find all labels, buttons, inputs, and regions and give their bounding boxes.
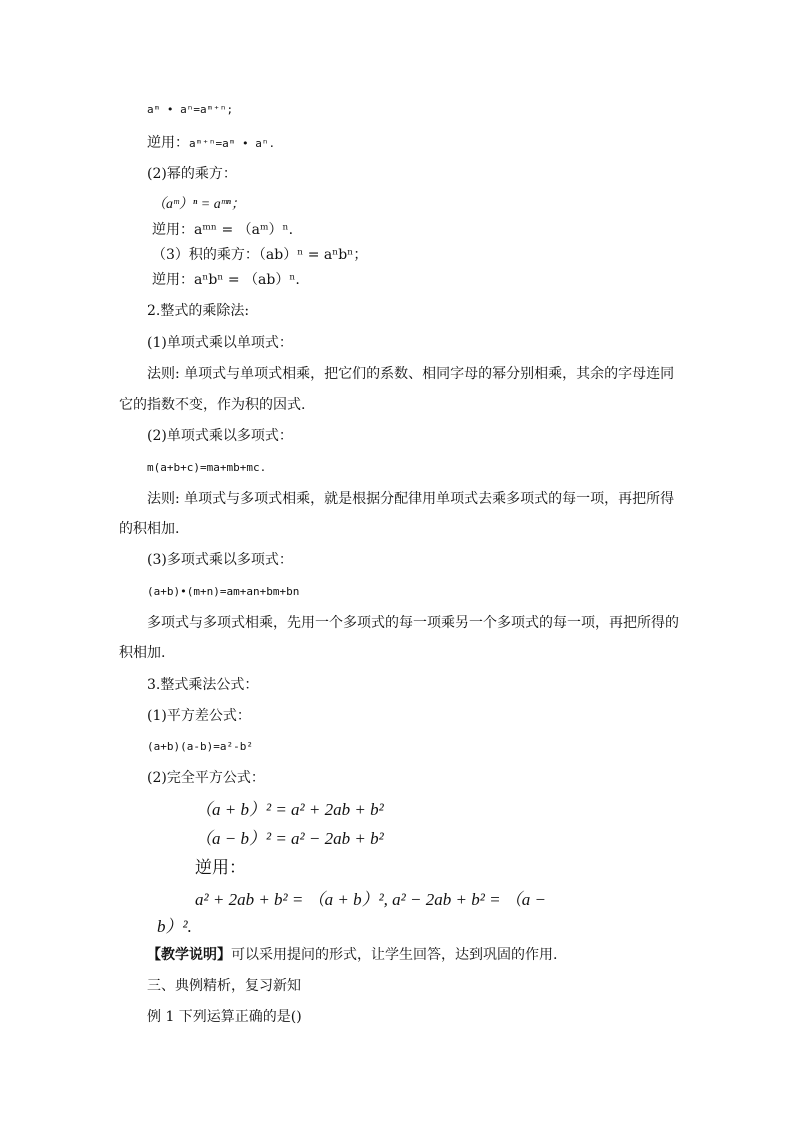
formula-perfect-square-plus: （a + b）² = a² + 2ab + b² xyxy=(195,800,384,819)
rule-monomial-by-monomial: 法则: 单项式与单项式相乘，把它们的系数、相同字母的幂分别相乘，其余的字母连同 xyxy=(147,366,675,382)
teaching-note xyxy=(147,948,557,962)
rule-polynomial-by-polynomial: 多项式与多项式相乘，先用一个多项式的每一项乘另一个多项式的每一项，再把所得的 xyxy=(147,615,679,631)
power-of-product-rule: （3）积的乘方：（ab）ⁿ = aⁿbⁿ； xyxy=(152,247,368,263)
inverse-power-product-rule xyxy=(147,136,275,150)
heading-perfect-square: (2)完全平方公式： xyxy=(147,770,265,786)
inverse-label-perfect-square: 逆用： xyxy=(195,858,246,878)
inverse-power-of-product-rule: 逆用：aⁿbⁿ = （ab）ⁿ. xyxy=(152,272,300,288)
formula-polynomial-by-polynomial: (a+b)•(m+n)=am+an+bm+bn xyxy=(147,585,300,598)
rule-monomial-by-monomial-cont: 它的指数不变，作为积的因式. xyxy=(119,397,306,413)
heading-monomial-by-polynomial: (2)单项式乘以多项式： xyxy=(147,428,293,444)
rule-monomial-by-polynomial: 法则: 单项式与多项式相乘，就是根据分配律用单项式去乘多项式的每一项，再把所得 xyxy=(147,491,675,507)
formula-perfect-square-inverse-cont: b）². xyxy=(157,917,192,936)
section-heading-examples: 三、典例精析，复习新知 xyxy=(147,978,301,994)
formula-perfect-square-inverse: a² + 2ab + b² = （a + b）², a² − 2ab + b² = （a − xyxy=(195,890,547,909)
inverse-label: 逆用： xyxy=(147,135,189,151)
formula-monomial-by-polynomial: m(a+b+c)=ma+mb+mc. xyxy=(147,461,267,474)
power-of-power-rule: （aᵐ）ⁿ = aᵐⁿ； xyxy=(152,197,245,212)
inverse-formula: aᵐ⁺ⁿ=aᵐ • aⁿ. xyxy=(189,137,276,150)
heading-polynomial-by-polynomial: (3)多项式乘以多项式： xyxy=(147,552,293,568)
heading-monomial-by-monomial: (1)单项式乘以单项式： xyxy=(147,335,293,351)
heading-power-of-power: (2)幂的乘方： xyxy=(147,166,237,182)
heading-multiplication-formulas: 3.整式乘法公式： xyxy=(147,677,259,693)
formula-difference-of-squares: (a+b)(a-b)=a²-b² xyxy=(147,740,253,753)
teaching-note-text: 可以采用提问的形式，让学生回答，达到巩固的作用. xyxy=(231,947,558,963)
heading-difference-of-squares: (1)平方差公式： xyxy=(147,708,251,724)
formula-perfect-square-minus: （a − b）² = a² − 2ab + b² xyxy=(195,829,384,848)
teaching-note-bracket: 【教学说明】 xyxy=(147,947,231,963)
power-product-rule: aᵐ • aⁿ=aᵐ⁺ⁿ; xyxy=(147,103,234,116)
rule-monomial-by-polynomial-cont: 的积相加. xyxy=(119,521,180,537)
example-1-question: 例 1 下列运算正确的是() xyxy=(147,1009,302,1025)
rule-polynomial-by-polynomial-cont: 积相加. xyxy=(119,645,166,661)
inverse-power-of-power-rule: 逆用：aᵐⁿ = （aᵐ）ⁿ. xyxy=(152,222,294,238)
heading-multiplication-division: 2.整式的乘除法: xyxy=(147,303,250,319)
